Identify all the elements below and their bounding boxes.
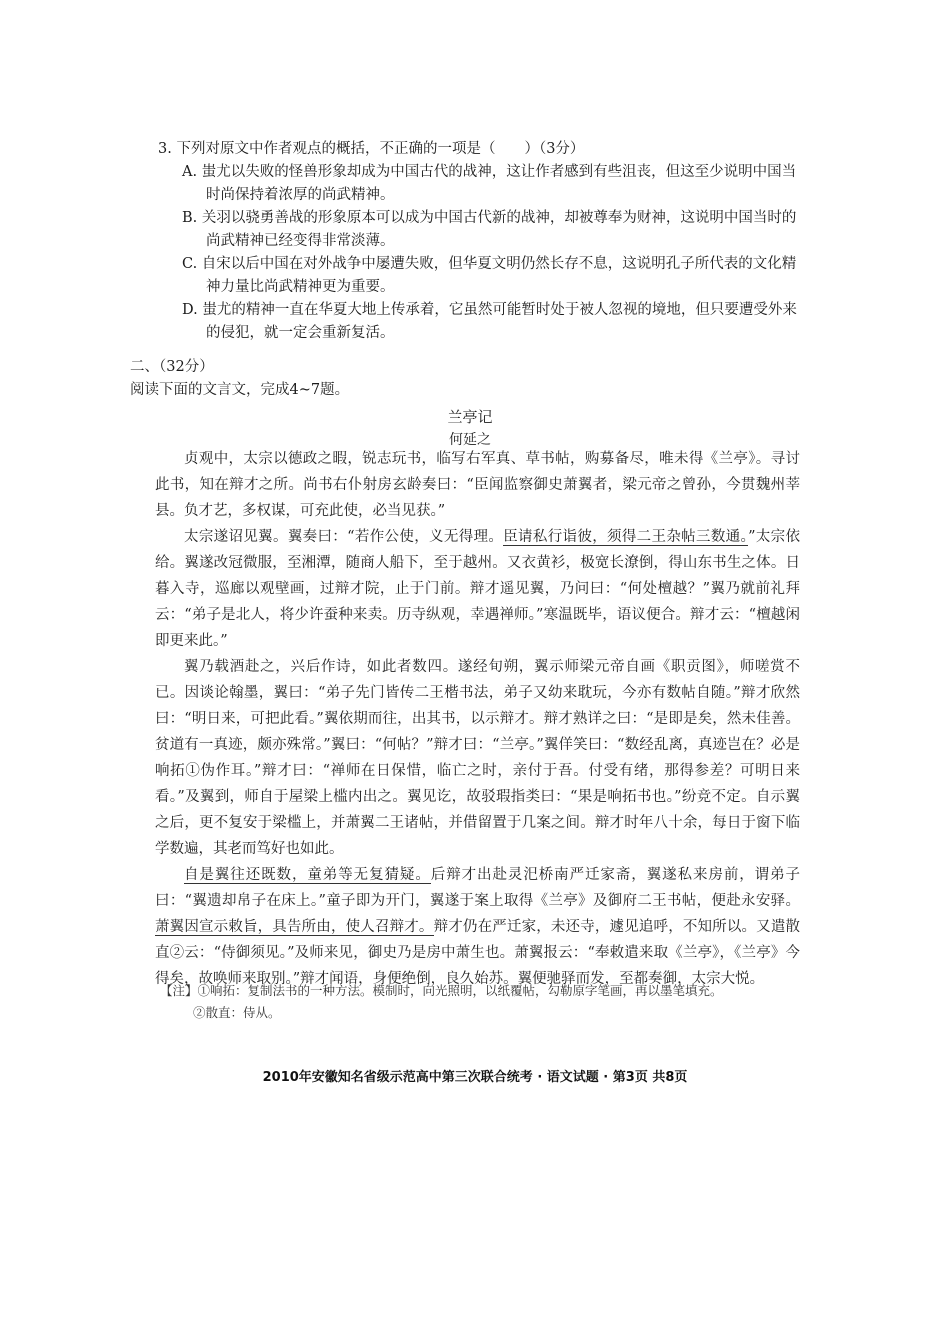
essay-p4-text-a: 后辩才出赴灵汜桥南严迁家斋，翼遂私来房前，谓弟子曰：“翼遗却帛子在床上。”童子即为开门，翼遂于案上取得《兰亭》及御府二王书帖，便赴永安驿。	[155, 867, 801, 909]
essay-p2-text-a: 太宗遂诏见翼。翼奏曰：“若作公使，义无得理。	[184, 529, 504, 545]
option-a: A. 蚩尤以失败的怪兽形象却成为中国古代的战神，这让作者感到有些沮丧，但这至少说明中国当时尚保持着浓厚的尚武精神。	[182, 164, 797, 203]
essay-paragraph-3: 翼乃载酒赴之，兴后作诗，如此者数四。遂经旬朔，翼示师梁元帝自画《职贡图》，师嗟赏不已。因谈论翰墨，翼曰：“弟子先门皆传二王楷书法，弟子又幼来耽玩，今亦有数帖自随。”辩才欣然曰：“明日来，可把此看。”翼依期而往，出其书，以示辩才。辩才熟详之曰：“是即是矣，然未佳善。贫道有一真迹，颇亦殊常。”翼曰：“何帖？”辩才曰：“兰亭。”翼佯笑曰：“数经乱离，真迹岂在？必是响拓①伪作耳。”辩才曰：“禅师在日保惜，临亡之时，亲付于吾。付受有绪，那得参差？可明日来看。”及翼到，师自于屋梁上槛内出之。翼见讫，故驳瑕指类曰：“果是响拓书也。”纷竞不定。自示翼之后，更不复安于梁槛上，并萧翼二王诸帖，并借留置于几案之间。辩才时年八十余，每日于窗下临学数遍，其老而笃好也如此。	[155, 659, 800, 857]
essay-paragraph-1: 贞观中，太宗以德政之暇，锐志玩书，临写右军真、草书帖，购募备尽，唯未得《兰亭》。寻讨此书，知在辩才之所。尚书右仆射房玄龄奏曰：“臣闻监察御史萧翼者，梁元帝之曾孙，今贯魏州莘县。负才艺，多权谋，可充此使，必当见获。”	[155, 451, 800, 519]
footnote-1: 【注】①响拓：复制法书的一种方法。模制时，向光照明，以纸覆帖，勾勒原字笔画，再以墨笔填充。	[160, 983, 723, 998]
option-d: D. 蚩尤的精神一直在华夏大地上传承着，它虽然可能暂时处于被人忽视的境地，但只要遭受外来的侵犯，就一定会重新复活。	[182, 302, 797, 341]
essay-p2-text-b: ”太宗依给。翼遂改冠微服，至湘潭，随商人船下，至于越州。又衣黄衫，极宽长潦倒，得山东书生之体。日暮入寺，巡廊以观壁画，过辩才院，止于门前。辩才遥见翼，乃问曰：“何处檀越？”翼乃就前礼拜云：“弟子是北人，将少许蚕种来卖。历寺纵观，幸遇禅师。”寒温既毕，语议便合。辩才云：“檀越闲即更来此。”	[155, 529, 800, 649]
essay-author: 何延之	[449, 432, 491, 448]
underlined-sentence-1: 臣请私行诣彼，须得二王杂帖三数通。	[503, 529, 749, 545]
page-footer: 2010年安徽知名省级示范高中第三次联合统考 · 语文试题 · 第3页 共8页	[262, 1070, 688, 1085]
section-heading: 二、（32分）	[130, 359, 214, 375]
option-b: B. 关羽以骁勇善战的形象原本可以成为中国古代新的战神，却被尊奉为财神，这说明中国当时的尚武精神已经变得非常淡薄。	[182, 210, 797, 249]
essay-paragraph-2	[155, 524, 800, 654]
option-c: C. 自宋以后中国在对外战争中屡遭失败，但华夏文明仍然长存不息，这说明孔子所代表的文化精神力量比尚武精神更为重要。	[182, 256, 797, 295]
classical-essay	[155, 446, 800, 992]
footnote-2: ②散直：侍从。	[193, 1005, 281, 1020]
question-3	[158, 138, 798, 345]
essay-title: 兰亭记	[447, 408, 493, 426]
section-2-header	[130, 356, 810, 452]
footnotes	[160, 980, 820, 1024]
underlined-sentence-3: 萧翼因宣示敕旨，具告所由，使人召辩才。	[155, 919, 434, 935]
question-3-stem: 3. 下列对原文中作者观点的概括，不正确的一项是（ ）（3分）	[158, 141, 585, 157]
essay-p4-text-b: 辩才仍在严迁家，未还寺，遽见追呼，不知所以。又遣散直②云：“侍御须见。”及师来见，御史乃是房中萧生也。萧翼报云：“奉敕遣来取《兰亭》，《兰亭》今得矣，故唤师来取别。”辩才闻语，身便绝倒，良久始苏。翼便驰驿而发，至都奏御，太宗大悦。	[155, 919, 800, 987]
section-instruction: 阅读下面的文言文，完成4~7题。	[130, 382, 350, 398]
essay-paragraph-4	[155, 862, 800, 992]
underlined-sentence-2: 自是翼往还既数，童弟等无复猜疑。	[184, 867, 431, 883]
